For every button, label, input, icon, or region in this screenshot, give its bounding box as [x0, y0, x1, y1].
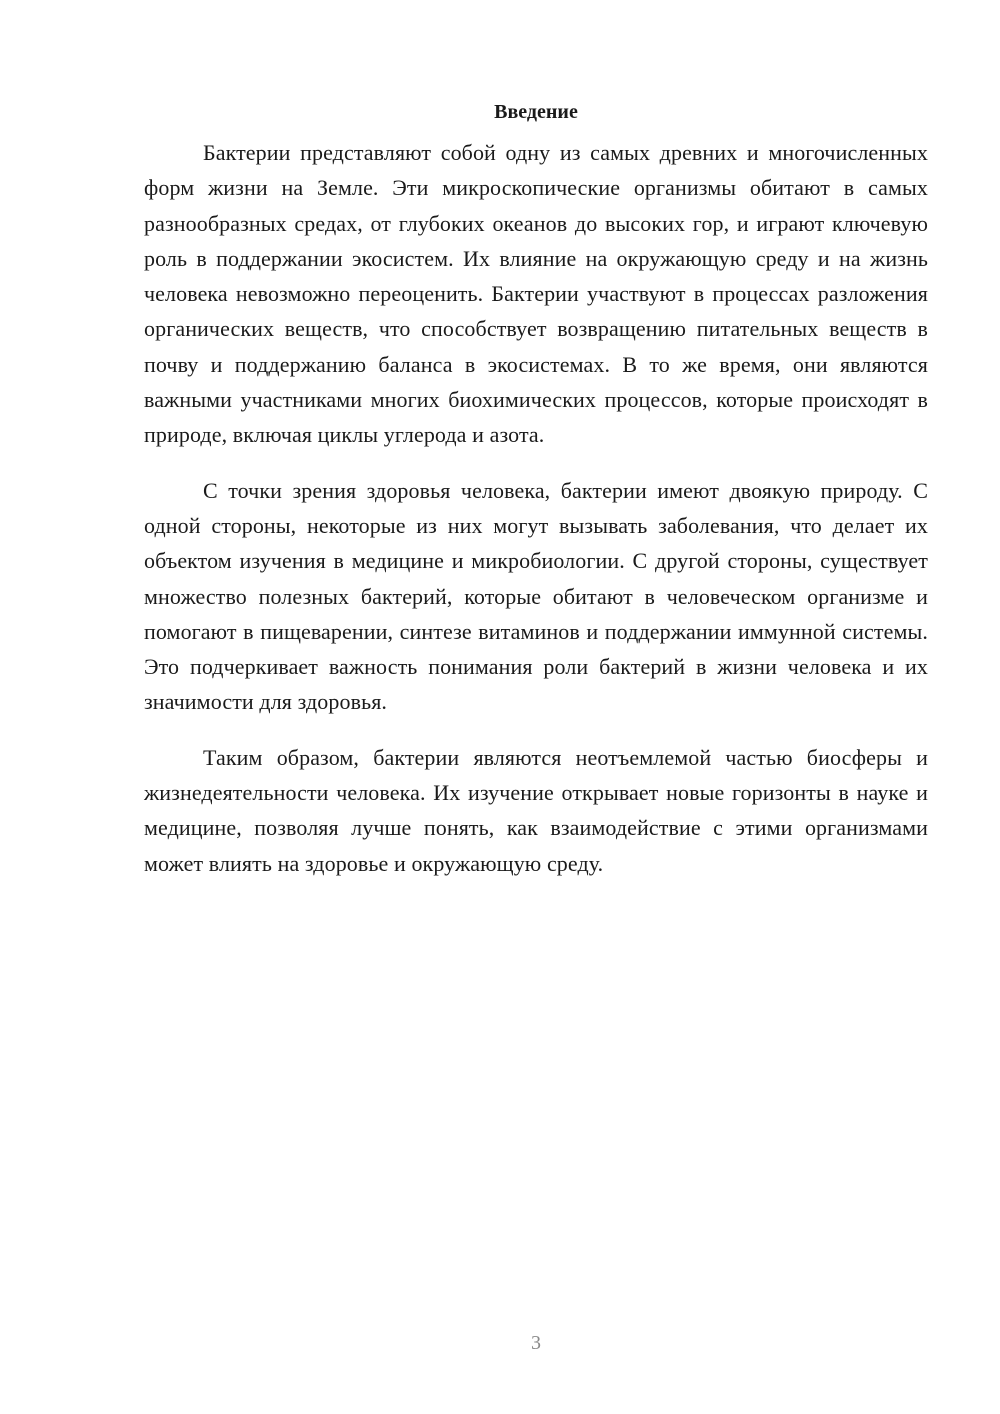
paragraph-2: С точки зрения здоровья человека, бактерии имеют двоякую природу. С одной стороны, некоторые из них могут вызывать заболевания, что делает их объектом изучения в медицине и микробиологии. С другой стороны, существует множество полезных бактерий, которые обитают в человеческом организме и помогают в пищеварении, синтезе витаминов и поддержании иммунной системы. Это подчеркивает важность понимания роли бактерий в жизни человека и их значимости для здоровья.	[144, 477, 928, 715]
section-heading: Введение	[494, 101, 578, 123]
paragraph-1: Бактерии представляют собой одну из самых древних и многочисленных форм жизни на Земле. Эти микроскопические организмы обитают в самых разнообразных средах, от глубоких океанов до высоких гор, и играют ключевую роль в поддержании экосистем. Их влияние на окружающую среду и на жизнь человека невозможно переоценить. Бактерии участвуют в процессах разложения органических веществ, что способствует возвращению питательных веществ в почву и поддержанию баланса в экосистемах. В то же время, они являются важными участниками многих биохимических процессов, которые происходят в природе, включая циклы углерода и азота.	[144, 140, 928, 448]
page-number: 3	[531, 1332, 541, 1354]
page-content	[144, 94, 928, 901]
paragraph-3: Таким образом, бактерии являются неотъемлемой частью биосферы и жизнедеятельности человека. Их изучение открывает новые горизонты в науке и медицине, позволяя лучше понять, как взаимодействие с этими организмами может влиять на здоровье и окружающую среду.	[144, 744, 928, 876]
